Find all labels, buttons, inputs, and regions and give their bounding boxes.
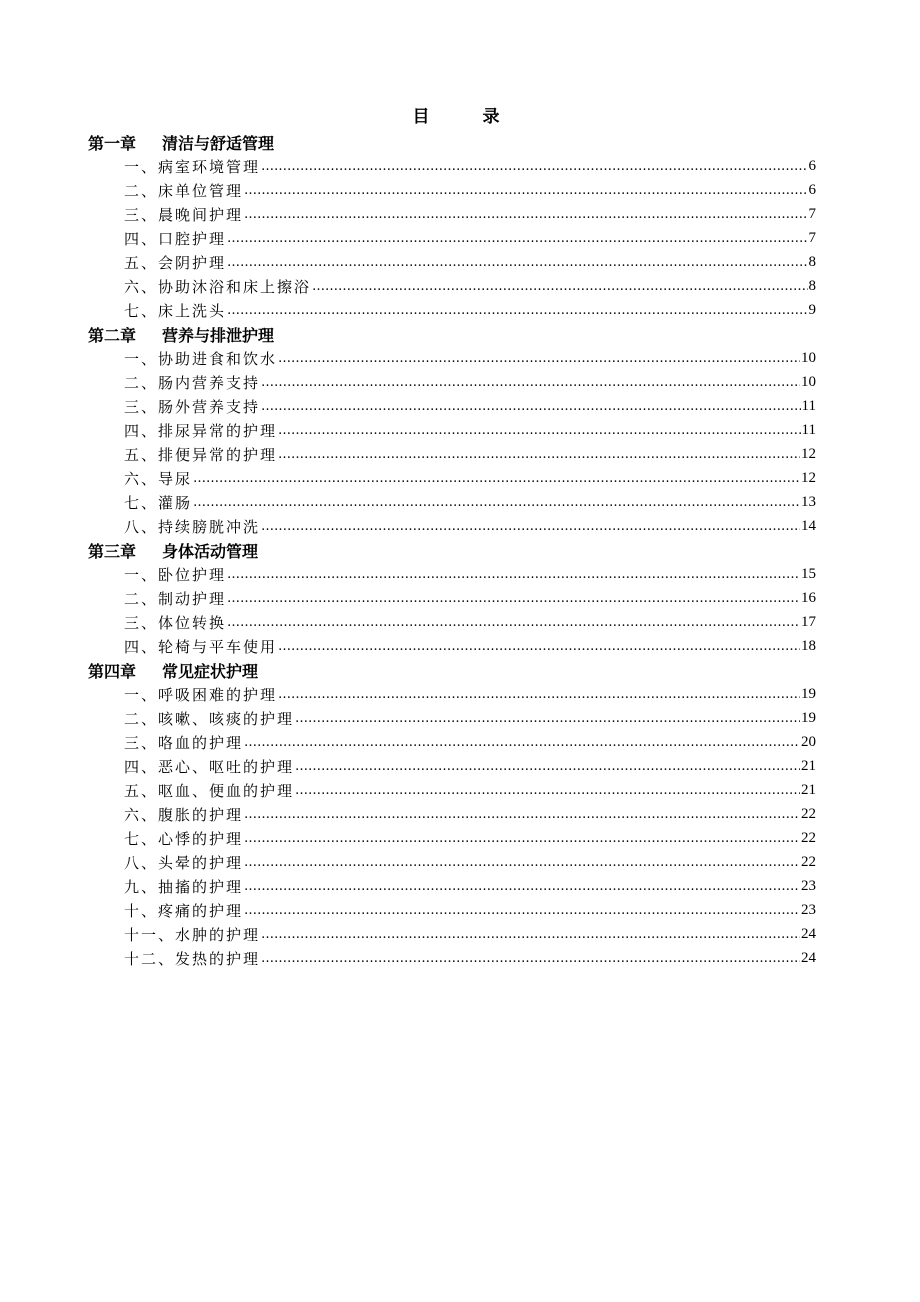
- table-of-contents: [88, 130, 816, 970]
- dot-leader: [278, 447, 800, 462]
- toc-entry-page-number: 10: [801, 349, 816, 366]
- toc-title: 目 录: [412, 107, 518, 127]
- toc-entry-label: 一、卧位护理: [124, 565, 227, 584]
- toc-entry-label: 二、咳嗽、咳痰的护理: [124, 709, 295, 728]
- toc-entry[interactable]: [88, 754, 816, 778]
- chapter-name: 营养与排泄护理: [162, 325, 275, 345]
- toc-entry-label: 二、肠内营养支持: [124, 373, 261, 392]
- toc-entry-label: 五、排便异常的护理: [124, 445, 278, 464]
- toc-entry-page-number: 23: [801, 901, 816, 918]
- dot-leader: [295, 783, 800, 798]
- toc-entry[interactable]: [88, 946, 816, 970]
- toc-entry-page-number: 8: [808, 277, 816, 294]
- dot-leader: [261, 519, 800, 534]
- dot-leader: [278, 351, 800, 366]
- toc-entry-label: 八、持续膀胱冲洗: [124, 517, 261, 536]
- dot-leader: [244, 183, 807, 198]
- toc-entry-label: 一、病室环境管理: [124, 157, 261, 176]
- toc-entry[interactable]: [88, 250, 816, 274]
- toc-entry[interactable]: [88, 298, 816, 322]
- dot-leader: [261, 159, 807, 174]
- toc-entry-page-number: 18: [801, 637, 816, 654]
- chapter-name: 常见症状护理: [162, 661, 259, 681]
- chapter-number: 第一章: [88, 133, 137, 153]
- dot-leader: [227, 615, 800, 630]
- toc-entry[interactable]: [88, 634, 816, 658]
- toc-entry-page-number: 7: [808, 205, 816, 222]
- toc-entry-label: 一、呼吸困难的护理: [124, 685, 278, 704]
- chapter-heading[interactable]: [88, 130, 816, 154]
- toc-entry-page-number: 22: [801, 829, 816, 846]
- toc-entry[interactable]: [88, 706, 816, 730]
- dot-leader: [227, 255, 807, 270]
- chapter-name: 身体活动管理: [162, 541, 259, 561]
- chapter-heading[interactable]: [88, 322, 816, 346]
- dot-leader: [227, 591, 800, 606]
- toc-entry[interactable]: [88, 778, 816, 802]
- toc-entry-label: 六、导尿: [124, 469, 193, 488]
- dot-leader: [193, 495, 800, 510]
- toc-entry-page-number: 12: [801, 445, 816, 462]
- toc-entry-page-number: 6: [808, 157, 816, 174]
- chapter-number: 第三章: [88, 541, 137, 561]
- dot-leader: [278, 639, 800, 654]
- toc-entry-page-number: 11: [801, 397, 816, 414]
- toc-entry[interactable]: [88, 682, 816, 706]
- toc-entry-page-number: 16: [801, 589, 816, 606]
- dot-leader: [227, 231, 807, 246]
- toc-entry-page-number: 21: [801, 781, 816, 798]
- toc-entry-page-number: 10: [801, 373, 816, 390]
- toc-entry-label: 四、轮椅与平车使用: [124, 637, 278, 656]
- toc-entry-label: 六、腹胀的护理: [124, 805, 244, 824]
- toc-entry-page-number: 24: [801, 949, 816, 966]
- dot-leader: [278, 423, 801, 438]
- toc-entry-label: 八、头晕的护理: [124, 853, 244, 872]
- toc-entry[interactable]: [88, 922, 816, 946]
- toc-entry-label: 三、晨晚间护理: [124, 205, 244, 224]
- dot-leader: [193, 471, 800, 486]
- toc-entry-label: 三、肠外营养支持: [124, 397, 261, 416]
- dot-leader: [244, 831, 800, 846]
- toc-entry-page-number: 13: [801, 493, 816, 510]
- toc-entry-label: 四、口腔护理: [124, 229, 227, 248]
- toc-entry[interactable]: [88, 418, 816, 442]
- toc-entry-label: 七、心悸的护理: [124, 829, 244, 848]
- toc-entry-label: 五、呕血、便血的护理: [124, 781, 295, 800]
- toc-entry-label: 十、疼痛的护理: [124, 901, 244, 920]
- dot-leader: [227, 567, 800, 582]
- dot-leader: [244, 855, 800, 870]
- dot-leader: [261, 399, 801, 414]
- toc-entry[interactable]: [88, 730, 816, 754]
- toc-entry-label: 三、体位转换: [124, 613, 227, 632]
- toc-entry-label: 十一、水肿的护理: [124, 925, 261, 944]
- toc-entry-label: 一、协助进食和饮水: [124, 349, 278, 368]
- toc-entry[interactable]: [88, 826, 816, 850]
- toc-entry-label: 十二、发热的护理: [124, 949, 261, 968]
- toc-entry-page-number: 19: [801, 685, 816, 702]
- toc-entry-page-number: 22: [801, 853, 816, 870]
- toc-entry[interactable]: [88, 274, 816, 298]
- toc-entry-label: 九、抽搐的护理: [124, 877, 244, 896]
- toc-entry-page-number: 9: [808, 301, 816, 318]
- toc-entry-page-number: 22: [801, 805, 816, 822]
- toc-entry-page-number: 8: [808, 253, 816, 270]
- dot-leader: [295, 759, 800, 774]
- toc-entry[interactable]: [88, 466, 816, 490]
- dot-leader: [227, 303, 807, 318]
- toc-entry-page-number: 14: [801, 517, 816, 534]
- dot-leader: [244, 879, 800, 894]
- toc-entry-page-number: 19: [801, 709, 816, 726]
- toc-entry-page-number: 7: [808, 229, 816, 246]
- dot-leader: [244, 903, 800, 918]
- toc-entry-label: 七、床上洗头: [124, 301, 227, 320]
- toc-entry[interactable]: [88, 586, 816, 610]
- dot-leader: [261, 927, 800, 942]
- dot-leader: [312, 279, 807, 294]
- chapter-name: 清洁与舒适管理: [162, 133, 275, 153]
- dot-leader: [244, 735, 800, 750]
- dot-leader: [244, 207, 807, 222]
- chapter-number: 第四章: [88, 661, 137, 681]
- toc-entry-label: 二、床单位管理: [124, 181, 244, 200]
- toc-entry-page-number: 23: [801, 877, 816, 894]
- toc-entry-label: 五、会阴护理: [124, 253, 227, 272]
- toc-entry[interactable]: [88, 346, 816, 370]
- dot-leader: [261, 375, 800, 390]
- toc-entry[interactable]: [88, 898, 816, 922]
- toc-entry[interactable]: [88, 874, 816, 898]
- toc-entry[interactable]: [88, 802, 816, 826]
- toc-entry[interactable]: [88, 178, 816, 202]
- dot-leader: [278, 687, 800, 702]
- toc-entry-page-number: 6: [808, 181, 816, 198]
- toc-entry[interactable]: [88, 514, 816, 538]
- toc-entry-page-number: 24: [801, 925, 816, 942]
- toc-entry-label: 七、灌肠: [124, 493, 193, 512]
- toc-entry-label: 四、恶心、呕吐的护理: [124, 757, 295, 776]
- toc-entry[interactable]: [88, 562, 816, 586]
- toc-entry-page-number: 21: [801, 757, 816, 774]
- toc-entry-page-number: 20: [801, 733, 816, 750]
- toc-entry[interactable]: [88, 202, 816, 226]
- toc-entry-page-number: 11: [801, 421, 816, 438]
- chapter-heading[interactable]: [88, 538, 816, 562]
- dot-leader: [244, 807, 800, 822]
- toc-entry[interactable]: [88, 490, 816, 514]
- toc-entry-page-number: 15: [801, 565, 816, 582]
- toc-entry[interactable]: [88, 370, 816, 394]
- toc-entry[interactable]: [88, 850, 816, 874]
- dot-leader: [261, 951, 800, 966]
- toc-entry[interactable]: [88, 154, 816, 178]
- toc-entry[interactable]: [88, 394, 816, 418]
- toc-entry-label: 六、协助沐浴和床上擦浴: [124, 277, 312, 296]
- toc-entry-label: 四、排尿异常的护理: [124, 421, 278, 440]
- chapter-heading[interactable]: [88, 658, 816, 682]
- toc-entry[interactable]: [88, 226, 816, 250]
- chapter-number: 第二章: [88, 325, 137, 345]
- dot-leader: [295, 711, 800, 726]
- toc-entry-label: 三、咯血的护理: [124, 733, 244, 752]
- toc-entry-page-number: 12: [801, 469, 816, 486]
- toc-entry[interactable]: [88, 610, 816, 634]
- toc-entry-page-number: 17: [801, 613, 816, 630]
- toc-entry-label: 二、制动护理: [124, 589, 227, 608]
- toc-entry[interactable]: [88, 442, 816, 466]
